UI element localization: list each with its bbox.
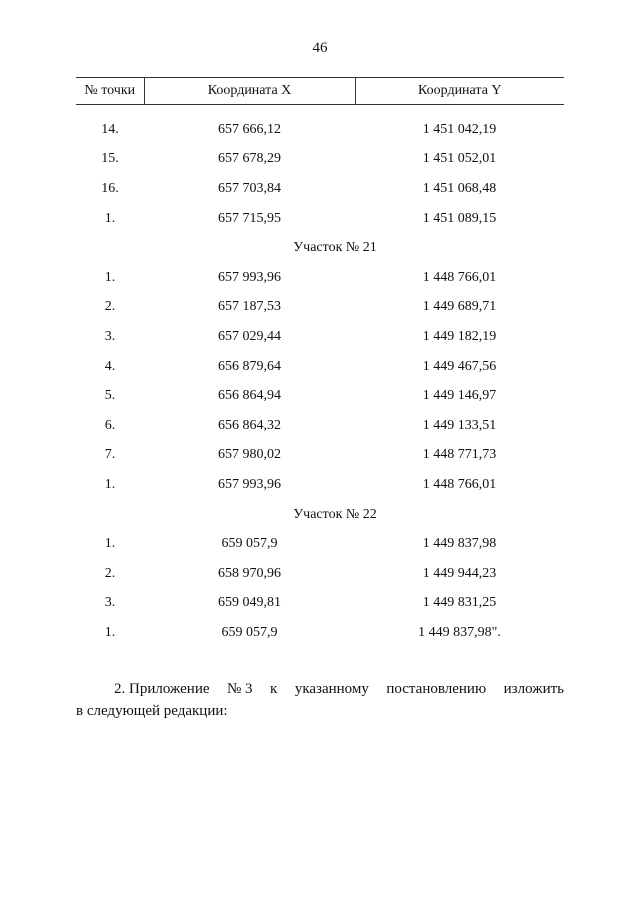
coordinate-y-cell: 1 449 182,19: [422, 328, 497, 344]
table-body: [76, 105, 564, 648]
table-row: [76, 529, 564, 559]
coordinate-y-cell: 1 449 133,51: [422, 417, 497, 433]
coordinate-y-cell: 1 449 831,25: [422, 595, 497, 611]
coordinates-table: [76, 77, 564, 648]
coordinate-x-cell: 657 666,12: [218, 121, 281, 137]
coordinate-x-cell: 656 879,64: [218, 358, 281, 374]
section-heading-row: [76, 233, 564, 263]
point-number-cell: 14.: [101, 121, 119, 137]
table-header-row: [76, 78, 564, 105]
spacer-cell: [76, 105, 564, 116]
point-number-cell: 3.: [104, 595, 116, 611]
point-number-cell: 3.: [104, 328, 116, 344]
page-number: 46: [312, 40, 328, 56]
table-row: [76, 115, 564, 145]
point-number-cell: 2.: [104, 299, 116, 315]
coordinate-y-cell: 1 451 089,15: [422, 210, 497, 226]
point-number-cell: 1.: [104, 269, 116, 285]
section-heading: Участок № 22: [293, 506, 377, 522]
coordinate-x-cell: 658 970,96: [218, 565, 281, 581]
coordinate-x-cell: 657 678,29: [218, 151, 281, 167]
coordinate-x-cell: 657 029,44: [218, 328, 281, 344]
point-number-cell: 6.: [104, 417, 116, 433]
point-number-cell: 1.: [104, 624, 116, 640]
coordinate-x-cell: 657 993,96: [218, 269, 281, 285]
table-row: [76, 263, 564, 293]
point-number-cell: 7.: [104, 447, 116, 463]
coordinate-x-cell: 659 057,9: [221, 536, 278, 552]
table-row: [76, 322, 564, 352]
table-header: [76, 78, 564, 105]
paragraph-word: № 3: [227, 681, 253, 697]
coordinate-y-cell: 1 448 766,01: [422, 269, 497, 285]
coordinate-y-cell: 1 449 689,71: [422, 299, 497, 315]
coordinate-x-cell: 657 187,53: [218, 299, 281, 315]
coordinate-y-cell: 1 451 068,48: [422, 180, 497, 196]
paragraph-word: изложить: [503, 681, 564, 697]
coordinate-x-cell: 657 703,84: [218, 180, 281, 196]
point-number-cell: 1.: [104, 210, 116, 226]
point-number-cell: 16.: [101, 180, 119, 196]
table-row: [76, 204, 564, 234]
coordinate-y-cell: 1 448 771,73: [422, 447, 497, 463]
point-number-cell: 4.: [104, 358, 116, 374]
section-heading: Участок № 21: [293, 240, 377, 256]
table-row: [76, 618, 564, 648]
table-row: [76, 470, 564, 500]
table-row: [76, 411, 564, 441]
point-number-cell: 15.: [101, 151, 119, 167]
coordinate-y-cell: 1 451 052,01: [422, 151, 497, 167]
coordinate-x-cell: 657 980,02: [218, 447, 281, 463]
point-number-cell: 1.: [104, 476, 116, 492]
section-heading-row: [76, 500, 564, 530]
paragraph-word: указанному: [294, 681, 369, 697]
table-row: [76, 589, 564, 619]
coordinate-x-cell: 659 049,81: [218, 595, 281, 611]
table-row: [76, 441, 564, 471]
table-row: [76, 352, 564, 382]
table-row: [76, 293, 564, 323]
paragraph-line-2: в следующей редакции:: [76, 703, 228, 719]
paragraph-line-1: [76, 678, 564, 700]
coordinate-y-cell: 1 449 837,98".: [418, 624, 501, 640]
table-row: [76, 145, 564, 175]
coordinate-x-cell: 656 864,94: [218, 388, 281, 404]
paragraph-word: к: [270, 681, 278, 697]
table-spacer: [76, 105, 564, 116]
table-row: [76, 174, 564, 204]
amendment-paragraph: [76, 678, 564, 722]
point-number-cell: 1.: [104, 536, 116, 552]
point-number-cell: 2.: [104, 565, 116, 581]
coordinate-y-cell: 1 449 837,98: [422, 536, 497, 552]
table-row: [76, 559, 564, 589]
coordinate-x-cell: 657 993,96: [218, 476, 281, 492]
coordinate-x-cell: 656 864,32: [218, 417, 281, 433]
coordinate-y-cell: 1 448 766,01: [422, 476, 497, 492]
paragraph-word: 2. Приложение: [114, 681, 210, 697]
coordinate-y-cell: 1 451 042,19: [422, 121, 497, 137]
coordinate-y-cell: 1 449 944,23: [422, 565, 497, 581]
coordinate-y-cell: 1 449 467,56: [422, 358, 497, 374]
paragraph-word: постановлению: [386, 681, 487, 697]
coordinate-x-cell: 657 715,95: [218, 210, 281, 226]
header-coordinate-y: Координата Y: [355, 78, 564, 105]
coordinate-x-cell: 659 057,9: [221, 624, 278, 640]
header-point-number: № точки: [76, 78, 144, 105]
point-number-cell: 5.: [104, 388, 116, 404]
coordinate-y-cell: 1 449 146,97: [422, 388, 497, 404]
header-coordinate-x: Координата X: [144, 78, 355, 105]
table-row: [76, 381, 564, 411]
